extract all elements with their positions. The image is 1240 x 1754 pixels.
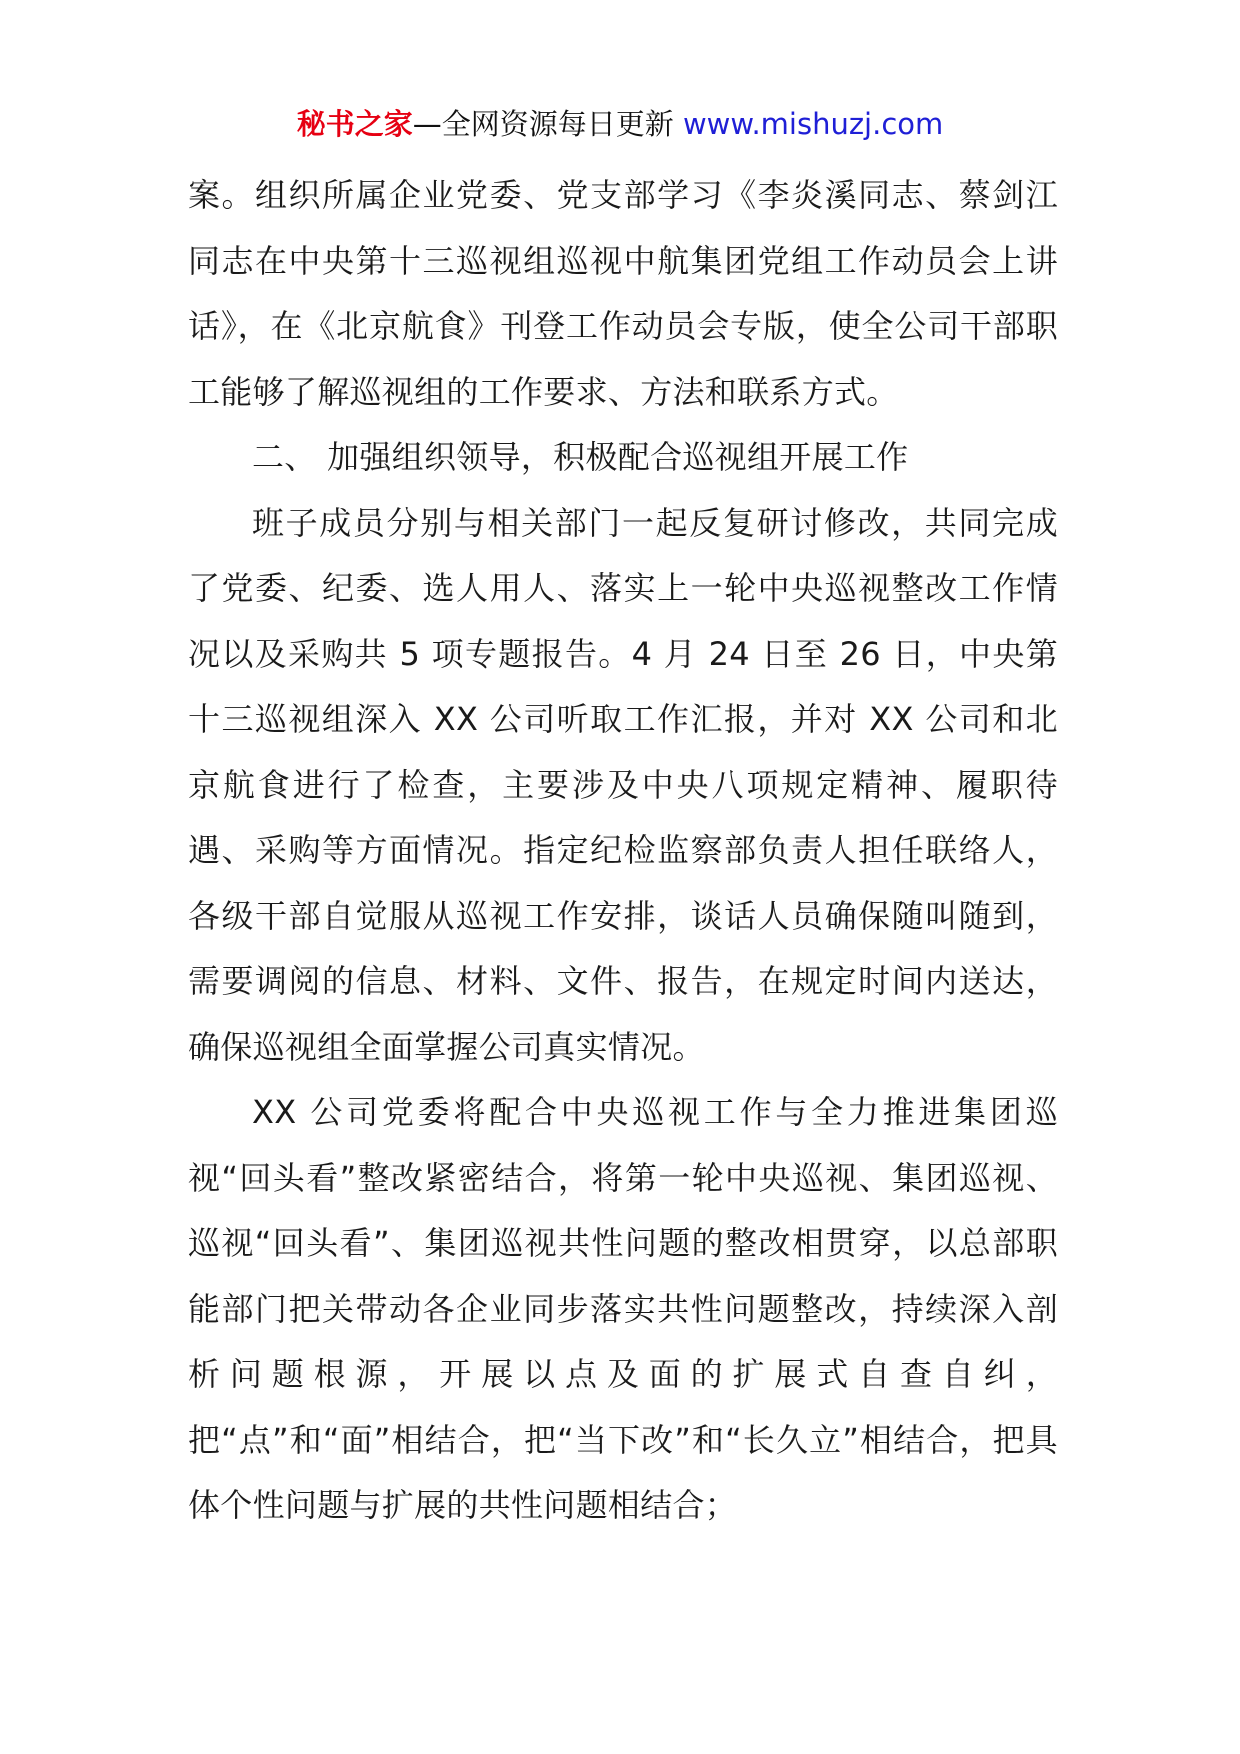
document-body bbox=[188, 163, 1058, 1539]
paragraph: 班子成员分别与相关部门一起反复研讨修改，共同完成了党委、纪委、选人用人、落实上一轮中央巡视整改工作情况以及采购共 5 项专题报告。4 月 24 日至 26 日，中央第十三巡视组深入 XX 公司听取工作汇报，并对 XX 公司和北京航食进行了检查，主要涉及中央八项规定精神、履职待遇、采购等方面情况。指定纪检监察部负责人担任联络人，各级干部自觉服从巡视工作安排，谈话人员确保随叫随到，需要调阅的信息、材料、文件、报告，在规定时间内送达，确保巡视组全面掌握公司真实情况。 bbox=[188, 503, 1058, 1066]
paragraph-continuation: 案。组织所属企业党委、党支部学习《李炎溪同志、蔡剑江同志在中央第十三巡视组巡视中航集团党组工作动员会上讲话》，在《北京航食》刊登工作动员会专版，使全公司干部职工能够了解巡视组的工作要求、方法和联系方式。 bbox=[188, 176, 1058, 411]
header-url-link[interactable]: www.mishuzj.com bbox=[682, 107, 944, 141]
paragraph: XX 公司党委将配合中央巡视工作与全力推进集团巡视“回头看”整改紧密结合，将第一轮中央巡视、集团巡视、巡视“回头看”、集团巡视共性问题的整改相贯穿，以总部职能部门把关带动各企业同步落实共性问题整改，持续深入剖析问题根源，开展以点及面的扩展式自查自纠，把“点”和“面”相结合，把“当下改”和“长久立”相结合，把具体个性问题与扩展的共性问题相结合； bbox=[188, 1093, 1058, 1524]
page-header bbox=[0, 102, 1240, 146]
header-brand: 秘书之家 bbox=[296, 107, 413, 141]
section-heading: 二、 加强组织领导，积极配合巡视组开展工作 bbox=[252, 438, 909, 476]
header-tagline: —全网资源每日更新 bbox=[412, 107, 674, 141]
